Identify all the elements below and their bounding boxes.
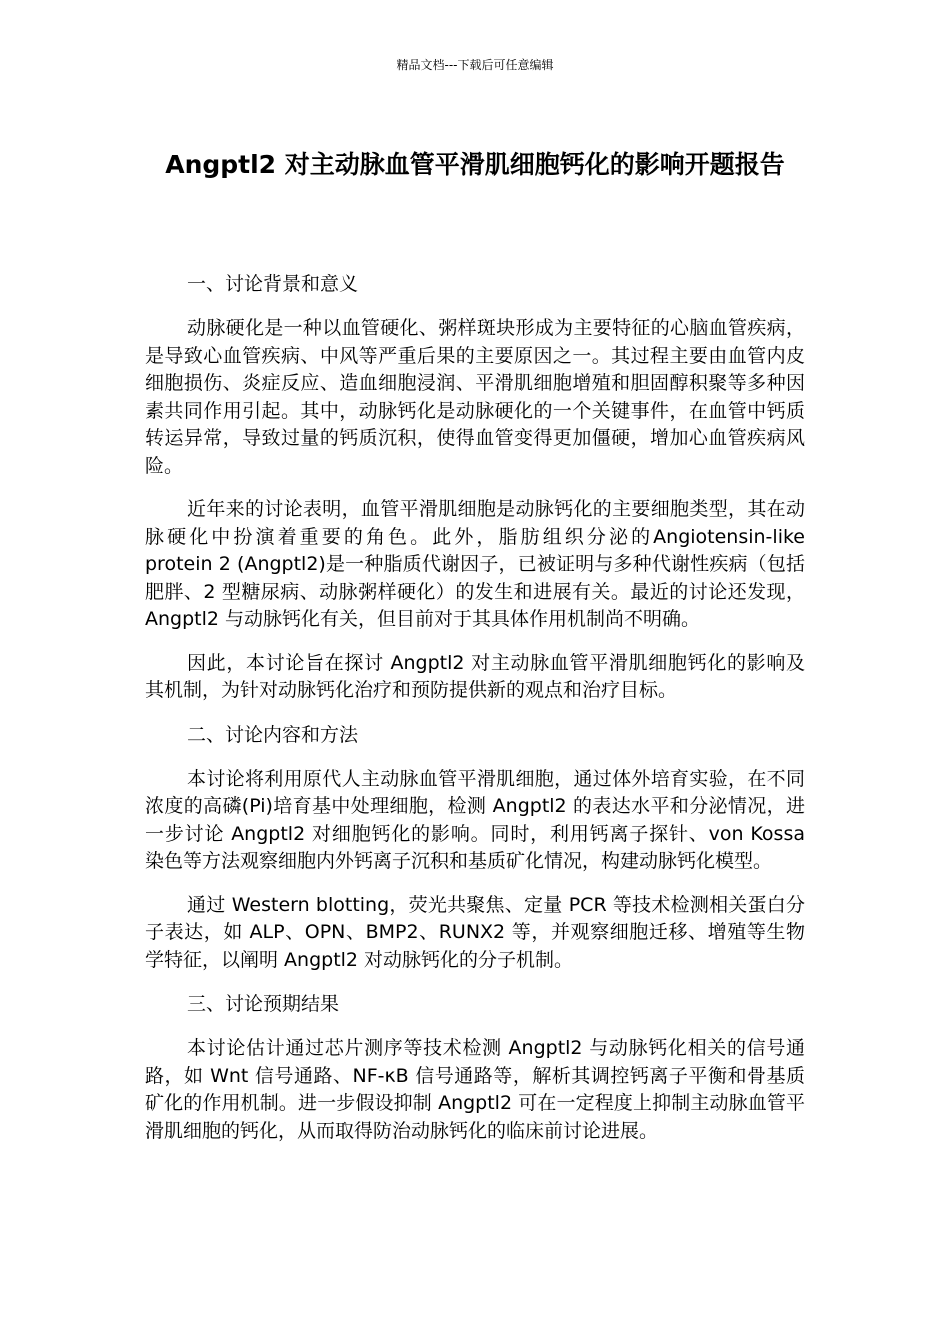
paragraph: 本讨论将利用原代人主动脉血管平滑肌细胞，通过体外培育实验，在不同浓度的高磷(Pi)培育基中处理细胞，检测 Angptl2 的表达水平和分泌情况，进一步讨论 Angptl2 对细胞钙化的影响。同时，利用钙离子探针、von Kossa 染色等方法观察细胞内外钙离子沉积和基质矿化情况，构建动脉钙化模型。	[145, 767, 805, 872]
paragraph: 近年来的讨论表明，血管平滑肌细胞是动脉钙化的主要细胞类型，其在动脉硬化中扮演着重要的角色。此外，脂肪组织分泌的Angiotensin-like protein 2 (Angptl2)是一种脂质代谢因子，已被证明与多种代谢性疾病（包括肥胖、2 型糖尿病、动脉粥样硬化）的发生和进展有关。最近的讨论还发现，Angptl2 与动脉钙化有关，但目前对于其具体作用机制尚不明确。	[145, 498, 805, 630]
paragraph: 因此，本讨论旨在探讨 Angptl2 对主动脉血管平滑肌细胞钙化的影响及其机制，为针对动脉钙化治疗和预防提供新的观点和治疗目标。	[145, 651, 805, 701]
document-title: Angptl2 对主动脉血管平滑肌细胞钙化的影响开题报告	[165, 150, 785, 179]
section-heading-expected-results: 三、讨论预期结果	[187, 993, 340, 1015]
paragraph: 通过 Western blotting，荧光共聚焦、定量 PCR 等技术检测相关蛋白分子表达，如 ALP、OPN、BMP2、RUNX2 等，并观察细胞迁移、增殖等生物学特征，以阐明 Angptl2 对动脉钙化的分子机制。	[145, 893, 805, 971]
page-header: 精品文档---下载后可任意编辑	[396, 58, 554, 72]
paragraph: 本讨论估计通过芯片测序等技术检测 Angptl2 与动脉钙化相关的信号通路，如 Wnt 信号通路、NF-κB 信号通路等，解析其调控钙离子平衡和骨基质矿化的作用机制。进一步假设抑制 Angptl2 可在一定程度上抑制主动脉血管平滑肌细胞的钙化，从而取得防治动脉钙化的临床前讨论进展。	[145, 1037, 805, 1142]
paragraph: 动脉硬化是一种以血管硬化、粥样斑块形成为主要特征的心脑血管疾病，是导致心血管疾病、中风等严重后果的主要原因之一。其过程主要由血管内皮细胞损伤、炎症反应、造血细胞浸润、平滑肌细胞增殖和胆固醇积聚等多种因素共同作用引起。其中，动脉钙化是动脉硬化的一个关键事件，在血管中钙质转运异常，导致过量的钙质沉积，使得血管变得更加僵硬，增加心血管疾病风险。	[145, 317, 805, 477]
section-heading-background: 一、讨论背景和意义	[187, 273, 359, 295]
section-heading-methods: 二、讨论内容和方法	[187, 723, 359, 746]
document-body	[145, 270, 805, 1161]
